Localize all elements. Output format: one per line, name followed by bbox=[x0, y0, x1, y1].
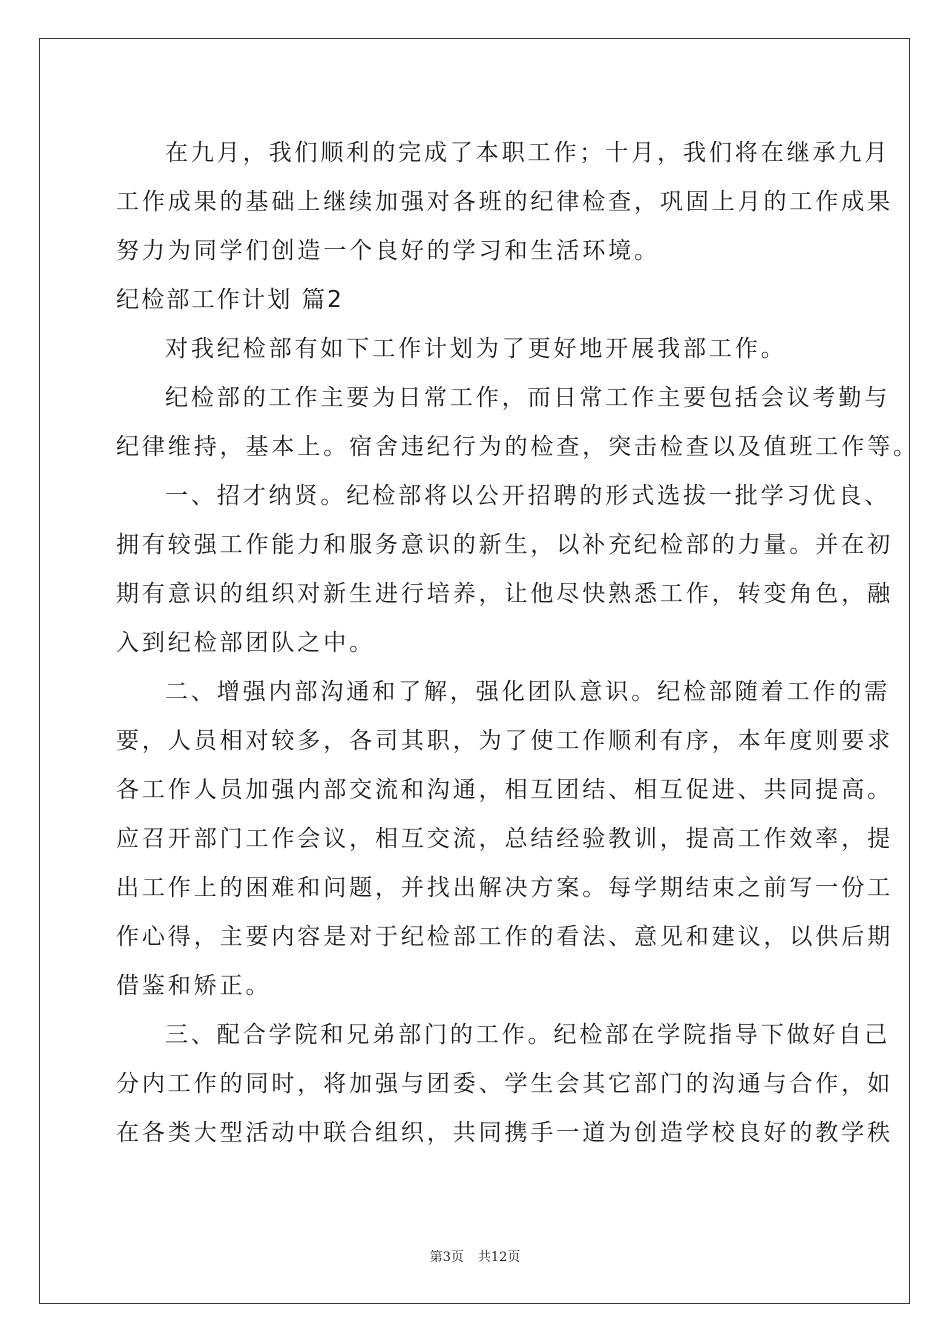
text-line: 要，人员相对较多，各司其职，为了使工作顺利有序，本年度则要求 bbox=[116, 728, 893, 754]
text-line: 二、增强内部沟通和了解，强化团队意识。纪检部随着工作的需 bbox=[165, 679, 891, 705]
text-line: 纪检部的工作主要为日常工作，而日常工作主要包括会议考勤与 bbox=[165, 385, 891, 411]
text-line: 出工作上的困难和问题，并找出解决方案。每学期结束之前写一份工 bbox=[116, 875, 893, 901]
text-line: 纪律维持，基本上。宿舍违纪行为的检查，突击检查以及值班工作等。 bbox=[116, 434, 919, 460]
text-line: 分内工作的同时，将加强与团委、学生会其它部门的沟通与合作，如 bbox=[116, 1071, 893, 1097]
text-line: 对我纪检部有如下工作计划为了更好地开展我部工作。 bbox=[165, 336, 787, 362]
text-line: 期有意识的组织对新生进行培养，让他尽快熟悉工作，转变角色，融 bbox=[116, 581, 893, 607]
page-footer bbox=[0, 1246, 950, 1265]
text-line: 一、招才纳贤。纪检部将以公开招聘的形式选拔一批学习优良、 bbox=[165, 483, 891, 509]
text-line: 入到纪检部团队之中。 bbox=[116, 630, 375, 656]
page-number: 第3页 bbox=[429, 1250, 464, 1265]
text-line: 各工作人员加强内部交流和沟通，相互团结、相互促进、共同提高。 bbox=[116, 777, 893, 803]
text-line: 在九月，我们顺利的完成了本职工作；十月，我们将在继承九月 bbox=[165, 140, 891, 166]
text-line: 三、配合学院和兄弟部门的工作。纪检部在学院指导下做好自己 bbox=[165, 1022, 891, 1048]
text-line: 努力为同学们创造一个良好的学习和生活环境。 bbox=[116, 238, 660, 264]
text-line: 在各类大型活动中联合组织，共同携手一道为创造学校良好的教学秩 bbox=[116, 1120, 893, 1146]
text-line: 应召开部门工作会议，相互交流，总结经验教训，提高工作效率，提 bbox=[116, 826, 893, 852]
text-line: 借鉴和矫正。 bbox=[116, 973, 272, 999]
text-line: 作心得，主要内容是对于纪检部工作的看法、意见和建议，以供后期 bbox=[116, 924, 893, 950]
text-line: 拥有较强工作能力和服务意识的新生，以补充纪检部的力量。并在初 bbox=[116, 532, 893, 558]
section-heading: 纪检部工作计划 篇2 bbox=[116, 287, 344, 313]
document-body bbox=[116, 129, 919, 1158]
text-line: 工作成果的基础上继续加强对各班的纪律检查，巩固上月的工作成果 bbox=[116, 189, 893, 215]
page-total: 共12页 bbox=[477, 1250, 521, 1265]
